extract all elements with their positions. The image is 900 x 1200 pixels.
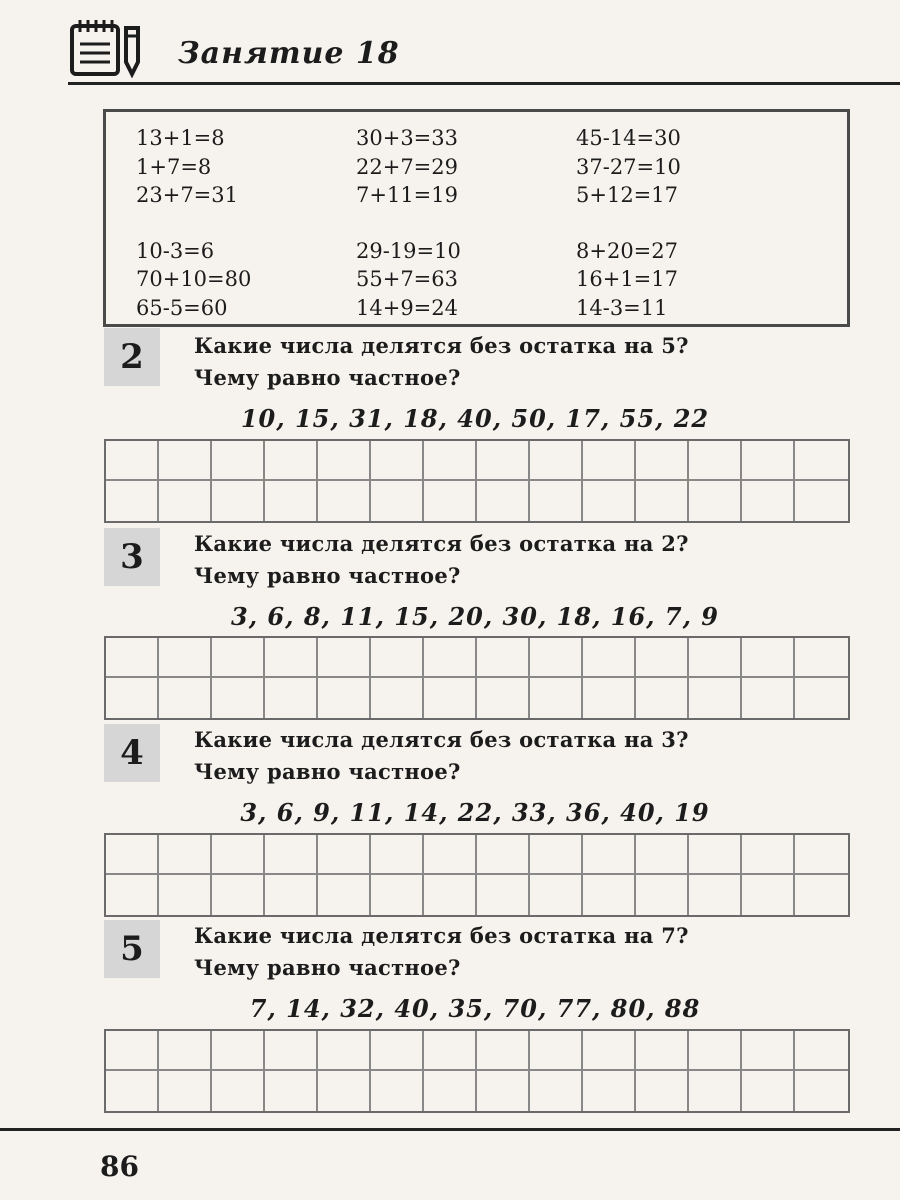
task-question-line: Какие числа делятся без остатка на 5? [194, 333, 689, 358]
equation: 14-3=11 [576, 295, 668, 320]
equation: 45-14=30 [576, 126, 681, 150]
header-divider [68, 82, 900, 85]
grid-cell[interactable] [212, 1071, 265, 1111]
grid-cell[interactable] [742, 638, 795, 678]
task-question [194, 724, 689, 788]
grid-cell[interactable] [689, 875, 742, 915]
task-question-line: Чему равно частное? [194, 365, 461, 390]
grid-cell[interactable] [477, 638, 530, 678]
task-question [194, 920, 689, 984]
task-question [194, 528, 689, 592]
grid-cell[interactable] [477, 678, 530, 718]
equation: 5+12=17 [576, 183, 678, 207]
grid-cell[interactable] [371, 481, 424, 521]
equation: 1+7=8 [136, 154, 212, 179]
grid-cell[interactable] [477, 835, 530, 875]
task-question-line: Чему равно частное? [194, 955, 461, 980]
grid-cell[interactable] [265, 441, 318, 481]
grid-cell[interactable] [106, 481, 159, 521]
answer-grid[interactable] [104, 439, 850, 523]
page-header [68, 18, 900, 84]
grid-cell[interactable] [636, 441, 689, 481]
grid-cell[interactable] [318, 835, 371, 875]
task-number: 2 [104, 328, 160, 386]
task-question-line: Какие числа делятся без остатка на 2? [194, 531, 689, 556]
grid-cell[interactable] [265, 835, 318, 875]
grid-cell[interactable] [583, 1031, 636, 1071]
task-question [194, 330, 689, 394]
equation: 65-5=60 [136, 295, 228, 320]
grid-cell[interactable] [795, 1071, 848, 1111]
equation: 16+1=17 [576, 267, 678, 291]
grid-cell[interactable] [318, 481, 371, 521]
grid-cell[interactable] [106, 1031, 159, 1071]
task-number: 5 [104, 920, 160, 978]
grid-cell[interactable] [636, 678, 689, 718]
grid-cell[interactable] [159, 638, 212, 678]
answer-grid[interactable] [104, 833, 850, 917]
footer-divider [0, 1128, 900, 1131]
grid-cell[interactable] [795, 835, 848, 875]
grid-cell[interactable] [318, 678, 371, 718]
grid-cell[interactable] [689, 1031, 742, 1071]
grid-cell[interactable] [106, 1071, 159, 1111]
grid-cell[interactable] [477, 441, 530, 481]
grid-cell[interactable] [318, 638, 371, 678]
grid-cell[interactable] [265, 678, 318, 718]
grid-cell[interactable] [795, 875, 848, 915]
grid-cell[interactable] [371, 1031, 424, 1071]
grid-cell[interactable] [318, 441, 371, 481]
task-numbers: 3, 6, 8, 11, 15, 20, 30, 18, 16, 7, 9 [231, 602, 719, 631]
grid-cell[interactable] [424, 1031, 477, 1071]
grid-cell[interactable] [636, 1031, 689, 1071]
equation: 8+20=27 [576, 238, 678, 263]
answer-grid[interactable] [104, 636, 850, 720]
grid-cell[interactable] [212, 678, 265, 718]
task-numbers: 3, 6, 9, 11, 14, 22, 33, 36, 40, 19 [240, 798, 710, 827]
grid-cell[interactable] [583, 835, 636, 875]
grid-cell[interactable] [530, 875, 583, 915]
grid-cell[interactable] [212, 638, 265, 678]
grid-cell[interactable] [795, 441, 848, 481]
grid-cell[interactable] [371, 441, 424, 481]
grid-cell[interactable] [583, 638, 636, 678]
grid-cell[interactable] [318, 1031, 371, 1071]
grid-cell[interactable] [530, 441, 583, 481]
grid-cell[interactable] [371, 678, 424, 718]
equation: 70+10=80 [136, 267, 252, 291]
equation: 22+7=29 [356, 154, 458, 179]
grid-cell[interactable] [159, 481, 212, 521]
grid-cell[interactable] [530, 1031, 583, 1071]
grid-cell[interactable] [477, 1071, 530, 1111]
equation: 7+11=19 [356, 183, 458, 207]
grid-cell[interactable] [530, 638, 583, 678]
grid-cell[interactable] [159, 441, 212, 481]
equations-column-1 [136, 124, 251, 322]
task-question-line: Чему равно частное? [194, 563, 461, 588]
grid-cell[interactable] [636, 1071, 689, 1111]
notebook-pen-icon [68, 18, 148, 78]
task-question-line: Какие числа делятся без остатка на 7? [194, 923, 689, 948]
grid-cell[interactable] [212, 875, 265, 915]
grid-cell[interactable] [530, 835, 583, 875]
grid-cell[interactable] [371, 875, 424, 915]
grid-cell[interactable] [106, 638, 159, 678]
grid-cell[interactable] [689, 441, 742, 481]
grid-cell[interactable] [265, 481, 318, 521]
grid-cell[interactable] [583, 441, 636, 481]
grid-cell[interactable] [636, 481, 689, 521]
grid-cell[interactable] [106, 875, 159, 915]
grid-cell[interactable] [742, 678, 795, 718]
equation: 13+1=8 [136, 126, 225, 150]
task-numbers: 10, 15, 31, 18, 40, 50, 17, 55, 22 [240, 404, 710, 433]
grid-cell[interactable] [106, 441, 159, 481]
grid-cell[interactable] [424, 835, 477, 875]
grid-cell[interactable] [742, 1031, 795, 1071]
grid-cell[interactable] [742, 875, 795, 915]
grid-cell[interactable] [636, 638, 689, 678]
grid-cell[interactable] [477, 481, 530, 521]
equation: 14+9=24 [356, 295, 458, 320]
grid-cell[interactable] [371, 1071, 424, 1111]
grid-cell[interactable] [424, 441, 477, 481]
grid-cell[interactable] [583, 481, 636, 521]
grid-cell[interactable] [424, 481, 477, 521]
grid-cell[interactable] [530, 481, 583, 521]
grid-cell[interactable] [530, 678, 583, 718]
grid-cell[interactable] [265, 1031, 318, 1071]
grid-cell[interactable] [159, 875, 212, 915]
grid-cell[interactable] [265, 638, 318, 678]
grid-cell[interactable] [212, 481, 265, 521]
grid-cell[interactable] [636, 835, 689, 875]
grid-cell[interactable] [795, 638, 848, 678]
equation: 23+7=31 [136, 183, 238, 207]
grid-cell[interactable] [477, 875, 530, 915]
task-question-line: Чему равно частное? [194, 759, 461, 784]
task-number: 3 [104, 528, 160, 586]
grid-cell[interactable] [212, 835, 265, 875]
grid-cell[interactable] [689, 481, 742, 521]
task-number: 4 [104, 724, 160, 782]
grid-cell[interactable] [212, 441, 265, 481]
grid-cell[interactable] [583, 678, 636, 718]
grid-cell[interactable] [159, 1031, 212, 1071]
grid-cell[interactable] [583, 1071, 636, 1111]
grid-cell[interactable] [742, 835, 795, 875]
grid-cell[interactable] [371, 835, 424, 875]
grid-cell[interactable] [424, 1071, 477, 1111]
grid-cell[interactable] [530, 1071, 583, 1111]
equation: 37-27=10 [576, 154, 681, 179]
equations-column-2 [356, 124, 461, 322]
grid-cell[interactable] [265, 875, 318, 915]
grid-cell[interactable] [159, 1071, 212, 1111]
grid-cell[interactable] [689, 678, 742, 718]
grid-cell[interactable] [795, 1031, 848, 1071]
grid-cell[interactable] [583, 875, 636, 915]
grid-cell[interactable] [742, 481, 795, 521]
equation: 30+3=33 [356, 126, 458, 150]
grid-cell[interactable] [689, 638, 742, 678]
equation: 55+7=63 [356, 267, 458, 291]
grid-cell[interactable] [477, 1031, 530, 1071]
grid-cell[interactable] [159, 678, 212, 718]
grid-cell[interactable] [424, 638, 477, 678]
grid-cell[interactable] [424, 678, 477, 718]
equations-column-3 [576, 124, 681, 322]
grid-cell[interactable] [371, 638, 424, 678]
grid-cell[interactable] [795, 678, 848, 718]
task-numbers: 7, 14, 32, 40, 35, 70, 77, 80, 88 [249, 994, 701, 1023]
page-title: Занятие 18 [178, 36, 400, 71]
grid-cell[interactable] [689, 835, 742, 875]
grid-cell[interactable] [318, 875, 371, 915]
grid-cell[interactable] [636, 875, 689, 915]
grid-cell[interactable] [159, 835, 212, 875]
task-question-line: Какие числа делятся без остатка на 3? [194, 727, 689, 752]
grid-cell[interactable] [318, 1071, 371, 1111]
equation: 10-3=6 [136, 238, 215, 263]
page-number: 86 [100, 1150, 139, 1183]
grid-cell[interactable] [265, 1071, 318, 1111]
grid-cell[interactable] [689, 1071, 742, 1111]
grid-cell[interactable] [106, 835, 159, 875]
grid-cell[interactable] [212, 1031, 265, 1071]
equations-box [103, 109, 850, 327]
equation: 29-19=10 [356, 238, 461, 263]
grid-cell[interactable] [106, 678, 159, 718]
answer-grid[interactable] [104, 1029, 850, 1113]
grid-cell[interactable] [424, 875, 477, 915]
grid-cell[interactable] [795, 481, 848, 521]
grid-cell[interactable] [742, 1071, 795, 1111]
grid-cell[interactable] [742, 441, 795, 481]
